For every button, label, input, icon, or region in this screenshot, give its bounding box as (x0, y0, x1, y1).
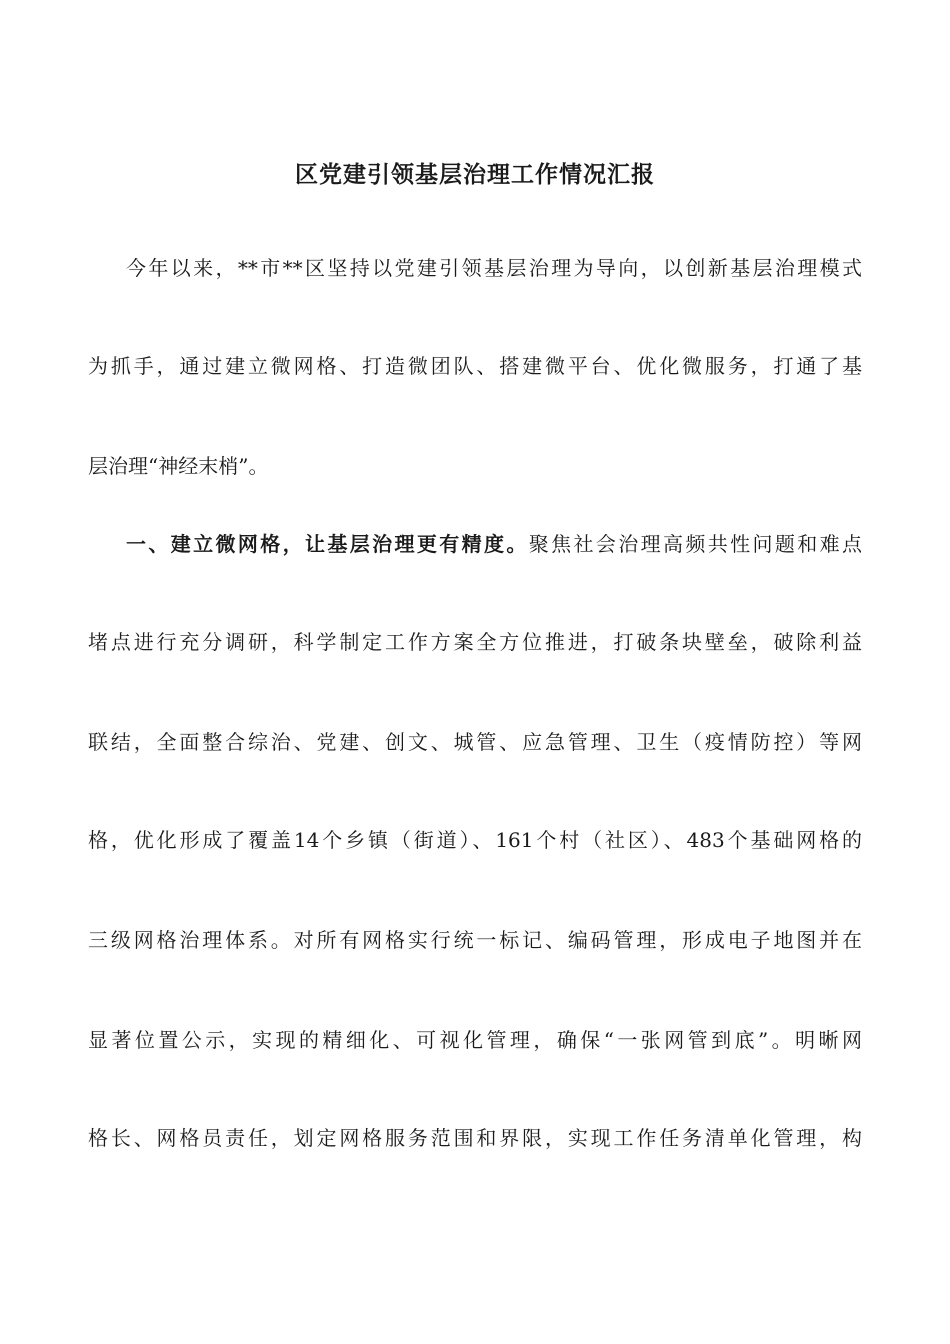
section1-line-3: 联结，全面整合综治、党建、创文、城管、应急管理、卫生（疫情防控）等网 (88, 730, 862, 754)
section1-line-2: 堵点进行充分调研，科学制定工作方案全方位推进，打破条块壁垒，破除利益 (88, 630, 862, 654)
section1-first-line-text: 聚焦社会治理高频共性问题和难点 (528, 532, 862, 556)
document-title: 区党建引领基层治理工作情况汇报 (295, 161, 655, 188)
section1-first-line (126, 524, 862, 564)
section1-line-6: 显著位置公示，实现的精细化、可视化管理，确保“一张网管到底”。明晰网 (88, 1028, 862, 1052)
intro-line-1: 今年以来，**市**区坚持以党建引领基层治理为导向，以创新基层治理模式 (126, 256, 862, 280)
section1-line-5: 三级网格治理体系。对所有网格实行统一标记、编码管理，形成电子地图并在 (88, 928, 862, 952)
intro-line-2: 为抓手，通过建立微网格、打造微团队、搭建微平台、优化微服务，打通了基 (88, 354, 862, 378)
section1-line-4: 格，优化形成了覆盖14个乡镇（街道）、161个村（社区）、483个基础网格的 (88, 828, 862, 852)
section1-line-7: 格长、网格员责任，划定网格服务范围和界限，实现工作任务清单化管理，构 (88, 1126, 862, 1150)
section1-heading: 一、建立微网格，让基层治理更有精度。 (126, 532, 529, 556)
intro-line-3: 层治理“神经末梢”。 (88, 454, 269, 478)
